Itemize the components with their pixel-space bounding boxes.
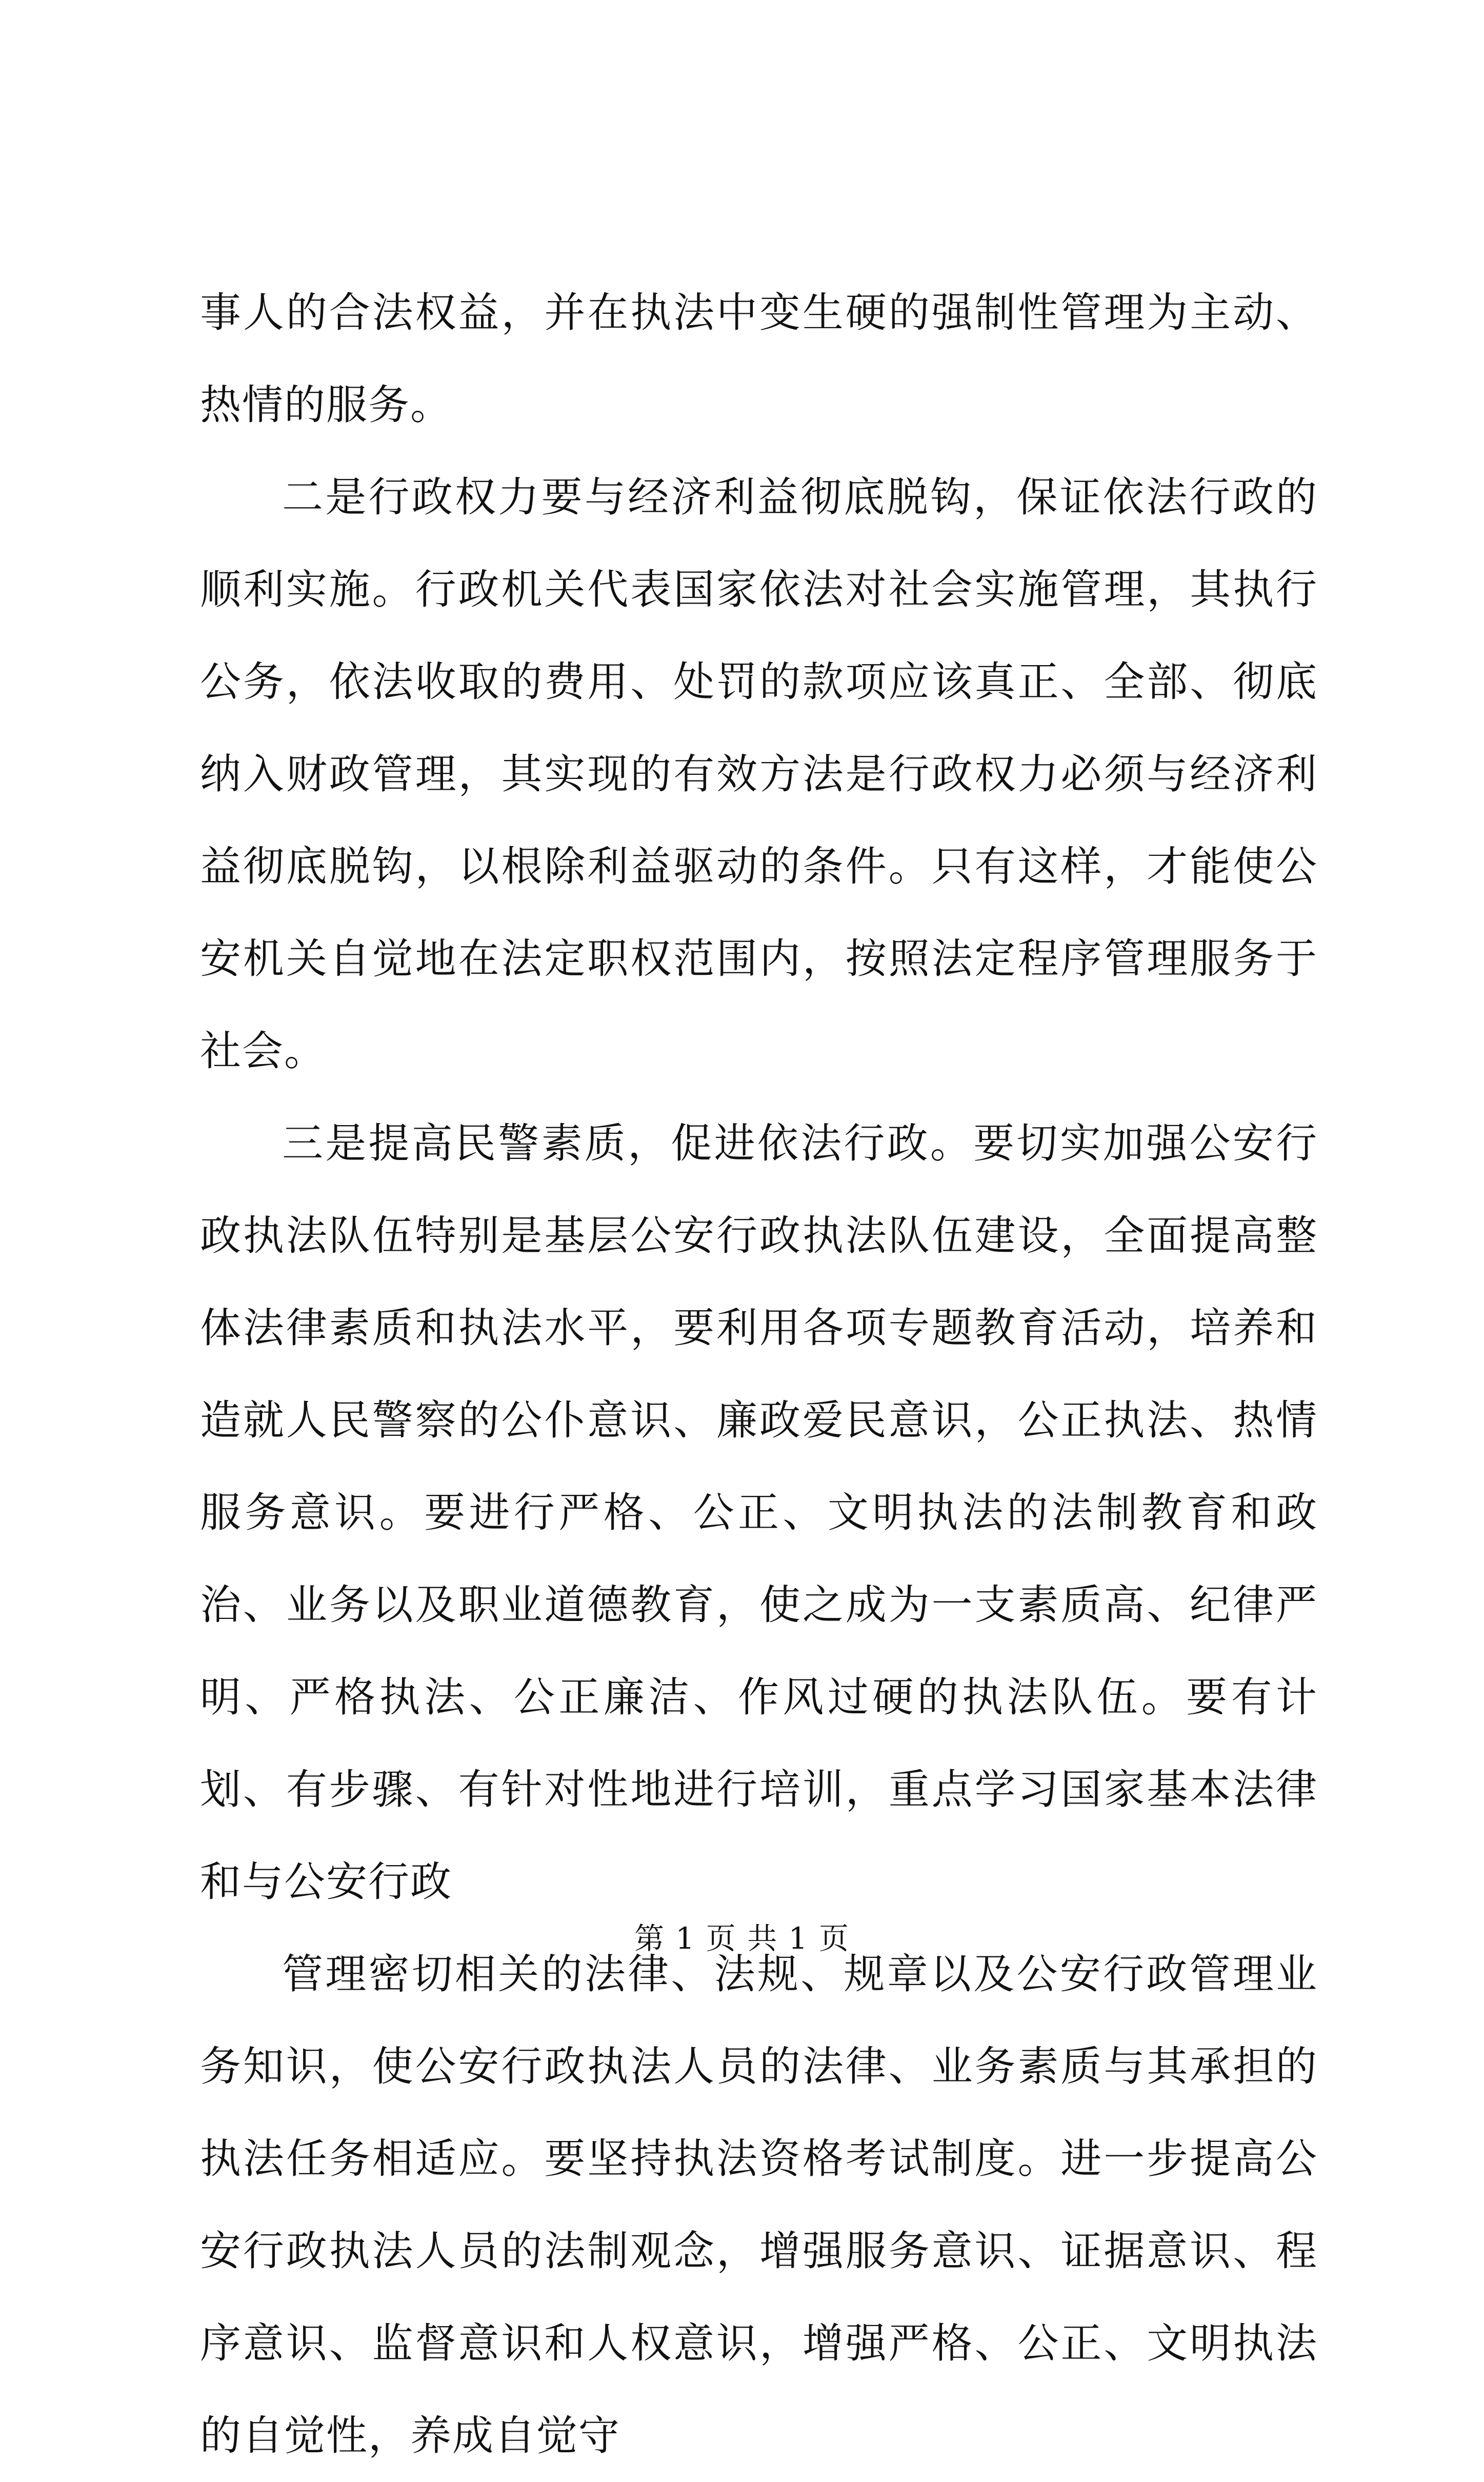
document-body: [200, 267, 1318, 2482]
paragraph-point-two: 二是行政权力要与经济利益彻底脱钩，保证依法行政的顺利实施。行政机关代表国家依法对社会实施管理，其执行公务，依法收取的费用、处罚的款项应该真正、全部、彻底纳入财政管理，其实现的有效方法是行政权力必须与经济利益彻底脱钩，以根除利益驱动的条件。只有这样，才能使公安机关自觉地在法定职权范围内，按照法定程序管理服务于社会。: [200, 473, 1318, 1075]
paragraph-point-three: 三是提高民警素质，促进依法行政。要切实加强公安行政执法队伍特别是基层公安行政执法队伍建设，全面提高整体法律素质和执法水平，要利用各项专题教育活动，培养和造就人民警察的公仆意识、廉政爱民意识，公正执法、热情服务意识。要进行严格、公正、文明执法的法制教育和政治、业务以及职业道德教育，使之成为一支素质高、纪律严明、严格执法、公正廉洁、作风过硬的执法队伍。要有计划、有步骤、有针对性地进行培训，重点学习国家基本法律和与公安行政: [200, 1119, 1318, 1906]
page-footer: 第 1 页 共 1 页: [634, 1921, 850, 1956]
paragraph-continuation: 事人的合法权益，并在执法中变生硬的强制性管理为主动、热情的服务。: [200, 289, 1318, 429]
paragraph-training: 管理密切相关的法律、法规、规章以及公安行政管理业务知识，使公安行政执法人员的法律、业务素质与其承担的执法任务相适应。要坚持执法资格考试制度。进一步提高公安行政执法人员的法制观念，增强服务意识、证据意识、程序意识、监督意识和人权意识，增强严格、公正、文明执法的自觉性，养成自觉守: [200, 1950, 1318, 2459]
